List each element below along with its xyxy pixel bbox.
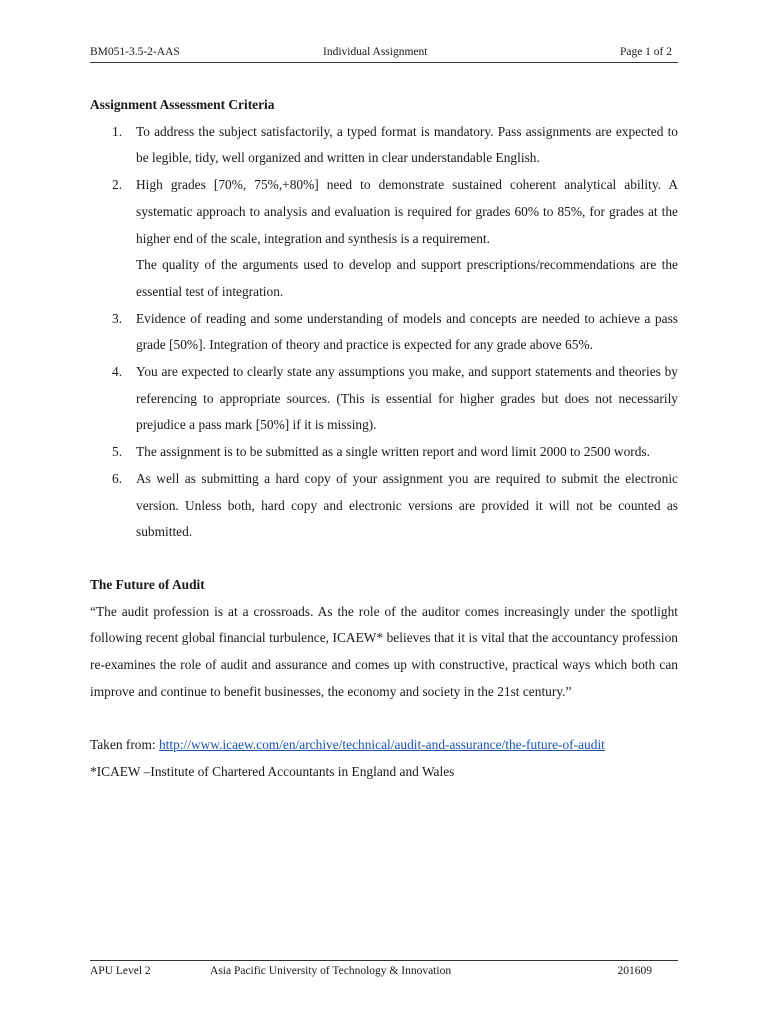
page-header: [90, 44, 678, 63]
criteria-item-text: Evidence of reading and some understanding of models and concepts are needed to achieve a pass grade [50%]. Integration of theory and practice is expected for any grade above 65%.: [136, 310, 678, 353]
criteria-item: [90, 359, 678, 439]
criteria-item-number: 2.: [112, 177, 123, 193]
criteria-item-text: The assignment is to be submitted as a single written report and word limit 2000 to 2500 words.: [136, 444, 650, 460]
page-footer: [90, 960, 678, 979]
criteria-title: Assignment Assessment Criteria: [90, 97, 275, 112]
criteria-item-number: 3.: [112, 310, 123, 326]
criteria-item-text: High grades [70%, 75%,+80%] need to demonstrate sustained coherent analytical ability. A systematic approach to analysis and evaluation is required for grades 60% to 85%, for grades at the higher end of the scale, integration and synthesis is a requirement.: [136, 177, 678, 246]
document-body: [90, 92, 678, 786]
page-number: Page 1 of 2: [619, 46, 672, 58]
audit-title: The Future of Audit: [90, 576, 205, 592]
abbreviation-note: *ICAEW –Institute of Chartered Accountants in England and Wales: [90, 764, 455, 780]
criteria-item-text: To address the subject satisfactorily, a typed format is mandatory. Pass assignments are expected to be legible, tidy, well organized and written in clear understandable English.: [136, 123, 678, 166]
criteria-item: [90, 306, 678, 359]
module-code: BM051-3.5-2-AAS: [90, 46, 180, 58]
footer-code: 201609: [617, 965, 652, 977]
criteria-item: [90, 466, 678, 546]
criteria-list: [90, 119, 678, 546]
footer-university: Asia Pacific University of Technology & Innovation: [210, 965, 452, 977]
criteria-item-number: 4.: [112, 364, 123, 380]
criteria-item-number: 6.: [112, 470, 123, 486]
criteria-item-number: 1.: [112, 123, 123, 139]
criteria-item-text: The quality of the arguments used to develop and support prescriptions/recommendations are the essential test of integration.: [136, 257, 678, 299]
audit-quote: “The audit profession is at a crossroads. As the role of the auditor comes increasingly under the spotlight following recent global financial turbulence, ICAEW* believes that it is vital that the accountancy profession re-examines the role of audit and assurance and comes up with constructive, practical ways which both can improve and continue to benefit businesses, the economy and society in the 21st century.”: [90, 603, 678, 699]
source-link[interactable]: http://www.icaew.com/en/archive/technical/audit-and-assurance/the-future-of-audit: [158, 737, 605, 753]
source-label: Taken from:: [90, 737, 159, 753]
criteria-item-text: As well as submitting a hard copy of your assignment you are required to submit the electronic version. Unless both, hard copy and electronic versions are provided it will not be counted as submitted.: [136, 470, 678, 540]
criteria-item-text: You are expected to clearly state any assumptions you make, and support statements and theories by referencing to appropriate sources. (This is essential for higher grades but does not necessarily prejudice a pass mark [50%] if it is missing).: [136, 364, 678, 433]
footer-level: APU Level 2: [90, 965, 151, 977]
criteria-item: [90, 172, 678, 306]
criteria-item-number: 5.: [112, 444, 123, 460]
header-title: Individual Assignment: [323, 46, 428, 58]
criteria-item: [90, 119, 678, 172]
source-line: [90, 732, 678, 759]
criteria-item: [90, 439, 678, 466]
